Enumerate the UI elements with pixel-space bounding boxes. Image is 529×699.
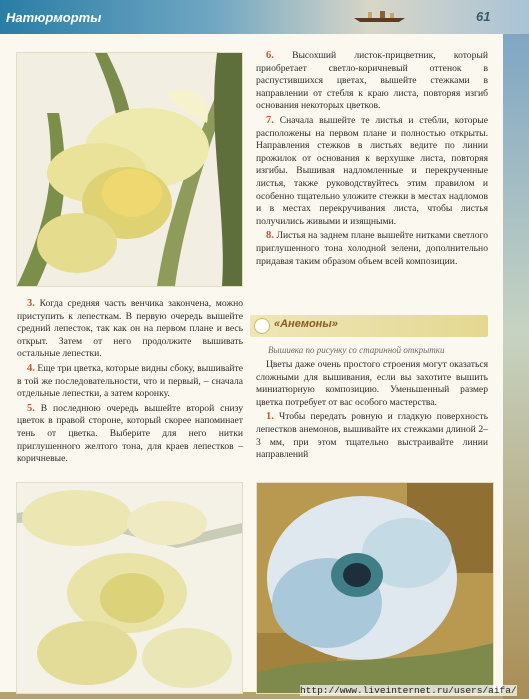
boat-illustration (352, 9, 407, 23)
paragraph-step-4 (17, 363, 243, 401)
section-title: «Анемоны» (274, 318, 338, 330)
paragraph-step-3 (17, 298, 243, 361)
daffodil-photo-top (16, 52, 243, 287)
step-number: 4. (27, 362, 35, 374)
step-number: 5. (27, 402, 35, 414)
right-text-column-top (256, 50, 488, 270)
step-number: 8. (266, 230, 274, 242)
paragraph-text: Цветы даже очень простого строения могут оказаться сложными для вышивания, если вы захотите вышить миниатюрную композицию. Уменьшенный размер цветка потребует от вас особого мастерства. (256, 359, 488, 408)
daffodil-photo-bottom (16, 482, 243, 694)
paragraph-step-5 (17, 403, 243, 466)
step-number: 3. (27, 298, 35, 309)
step-number: 7. (266, 114, 274, 126)
paragraph-step-1 (256, 411, 488, 461)
paragraph-step-8 (256, 230, 488, 268)
paragraph-intro (256, 359, 488, 409)
paragraph-text: Чтобы передать ровную и гладкую поверхность лепестков анемонов, вышивайте их стежками длиной 2–3 мм, при этом тщательно выстраивайте линии направлений (256, 411, 488, 461)
step-number: 6. (266, 50, 274, 61)
paragraph-step-6 (256, 50, 488, 113)
paragraph-text: Когда средняя часть венчика закончена, можно приступить к лепесткам. В первую очередь вышейте средний лепесток, так как он на первом плане и весь открыт. Затем от него продолжите вышивать остальные лепестки. (17, 298, 243, 360)
section-header-title: Натюрморты (6, 10, 102, 25)
section-bullet-icon (254, 318, 270, 334)
left-text-column (17, 298, 243, 468)
paragraph-step-7 (256, 115, 488, 228)
paragraph-text: Высохший листок-прицветник, который приобретает светло-коричневый оттенок в распустившихся цветах, вышейте стежками в направлении от стебля к краю листа, повторяя изгиб основания некоторых цветков. (256, 50, 488, 112)
header-band (0, 0, 529, 34)
paragraph-text: Сначала вышейте те листья и стебли, которые расположены на первом плане и полностью открыты. Направления стежков в листьях ведите по линии прожилок от основания к верхушке листа, повторяя изгибы. Вышивая надломленные и перекрученные листья, также руководствуйтесь этим правилом и особенно тщательно уложите стежки в местах надломов и в местах перекручивания листа, чтобы листья получились живыми и изящными. (256, 114, 488, 227)
paragraph-text: В последнюю очередь вышейте второй снизу цветок в правой стороне, который скорее напоминает тень от цветка. Выберите для него нитки приглушенного желтого тона, для краев лепестков – коричневые. (17, 402, 243, 465)
anemone-photo (256, 482, 494, 694)
right-text-column-bottom (256, 359, 488, 464)
step-number: 1. (266, 411, 274, 423)
section-header-bar (250, 315, 488, 337)
paragraph-text: Листья на заднем плане вышейте нитками светлого приглушенного тона холодной зелени, дополнительно придавая таким образом объем всей композиции. (256, 230, 488, 267)
decorative-painting-strip (503, 34, 529, 699)
watermark-url: http://www.liveinternet.ru/users/aifa/ (300, 685, 517, 696)
page-number: 61 (476, 9, 491, 24)
section-subtitle: Вышивка по рисунку со старинной открытки (268, 345, 445, 355)
paragraph-text: Еще три цветка, которые видны сбоку, вышивайте в той же последовательности, что и первый, – сначала отдельные лепестки, а затем коронку. (17, 362, 243, 400)
